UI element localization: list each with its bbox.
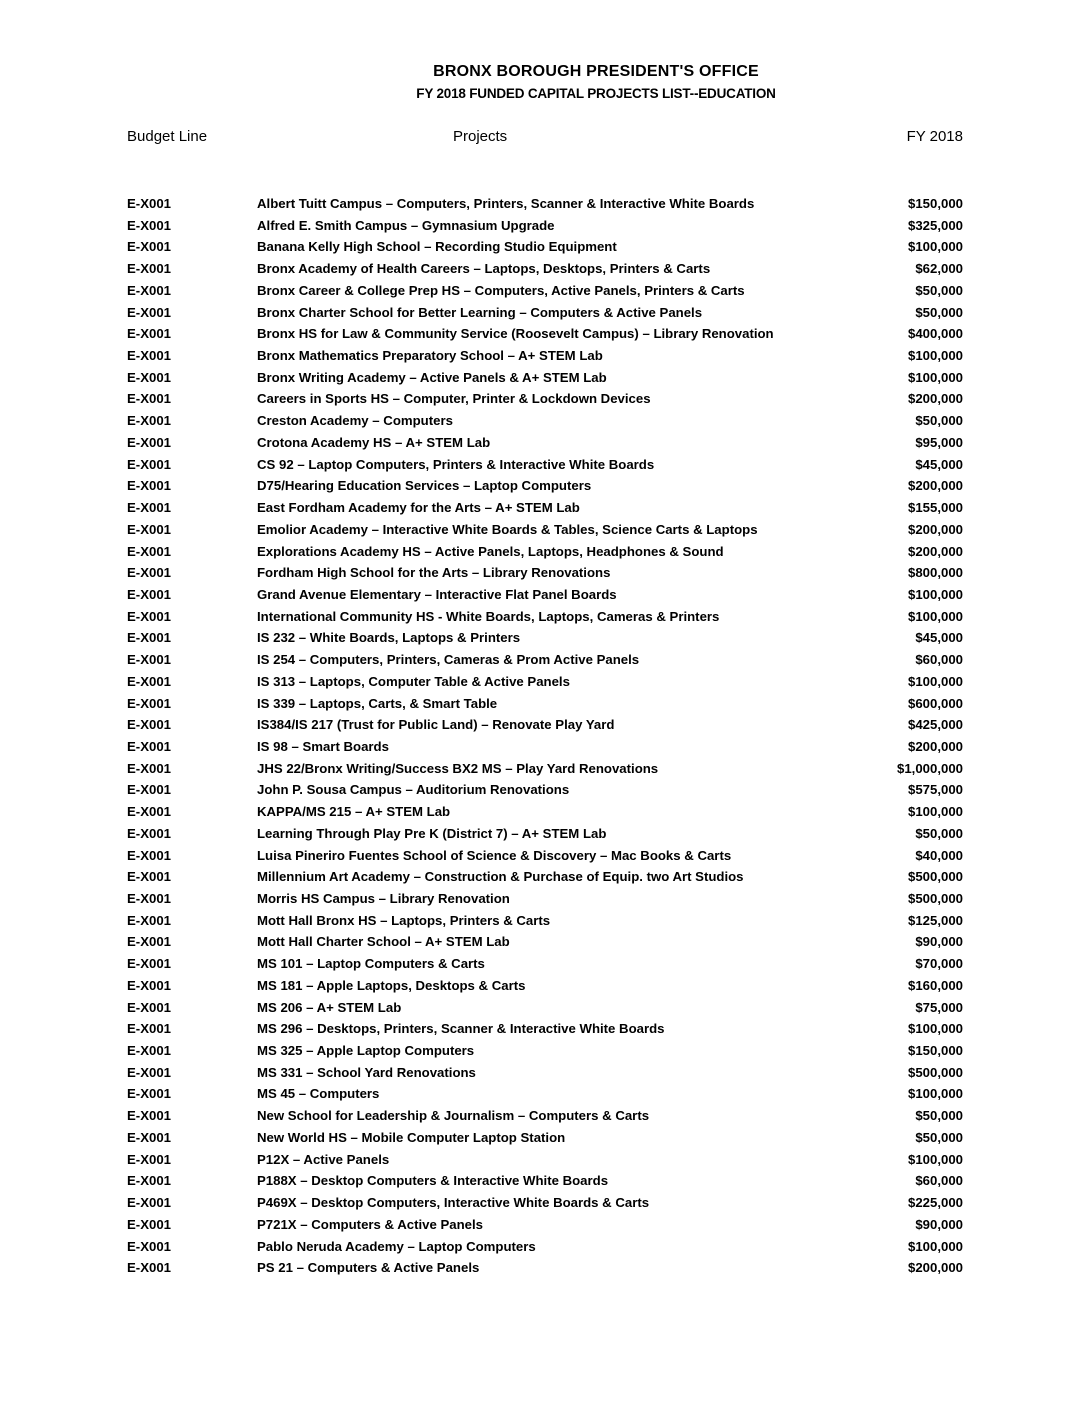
table-row [127, 1083, 963, 1105]
project-cell: Banana Kelly High School – Recording Studio Equipment [257, 239, 617, 255]
amount-cell: $800,000 [907, 565, 963, 581]
budget-line-cell: E-X001 [127, 1216, 171, 1232]
budget-line-cell: E-X001 [127, 717, 171, 733]
table-row [127, 388, 963, 410]
project-cell: New World HS – Mobile Computer Laptop Station [257, 1129, 566, 1145]
amount-cell: $75,000 [915, 999, 963, 1015]
project-cell: P12X – Active Panels [257, 1151, 390, 1167]
table-row [127, 215, 963, 237]
project-cell: MS 45 – Computers [257, 1086, 380, 1102]
amount-cell: $500,000 [907, 891, 963, 906]
amount-cell: $50,000 [915, 304, 963, 320]
project-cell: CS 92 – Laptop Computers, Printers & Interactive White Boards [257, 456, 655, 472]
amount-cell: $425,000 [907, 717, 963, 733]
amount-cell: $100,000 [907, 673, 963, 689]
project-cell: Mott Hall Charter School – A+ STEM Lab [257, 934, 510, 950]
table-row [127, 975, 963, 997]
table-row [127, 1062, 963, 1084]
budget-line-cell: E-X001 [127, 1064, 171, 1080]
budget-line-cell: E-X001 [127, 348, 171, 364]
amount-cell: $40,000 [915, 847, 963, 863]
table-row [127, 997, 963, 1019]
budget-line-cell: E-X001 [127, 825, 171, 841]
project-cell: Careers in Sports HS – Computer, Printer & Lockdown Devices [257, 391, 651, 407]
project-cell: Grand Avenue Elementary – Interactive Flat Panel Boards [257, 586, 617, 602]
table-row [127, 410, 963, 432]
column-header-fy-2018: FY 2018 [906, 128, 963, 145]
budget-line-cell: E-X001 [127, 738, 171, 754]
budget-line-cell: E-X001 [127, 934, 171, 950]
amount-cell: $160,000 [907, 977, 963, 993]
budget-line-cell: E-X001 [127, 1086, 171, 1102]
budget-line-cell: E-X001 [127, 891, 171, 906]
budget-line-cell: E-X001 [127, 369, 171, 385]
table-row [127, 845, 963, 867]
budget-line-cell: E-X001 [127, 1238, 171, 1254]
amount-cell: $60,000 [915, 1173, 963, 1189]
page-title: BRONX BOROUGH PRESIDENT'S OFFICE [433, 63, 759, 80]
amount-cell: $100,000 [907, 1238, 963, 1254]
project-cell: Explorations Academy HS – Active Panels, Laptops, Headphones & Sound [257, 543, 724, 559]
amount-cell: $70,000 [915, 956, 963, 972]
table-row [127, 367, 963, 389]
table-row [127, 953, 963, 975]
project-cell: John P. Sousa Campus – Auditorium Renovations [257, 782, 570, 798]
amount-cell: $100,000 [907, 608, 963, 624]
amount-cell: $50,000 [915, 413, 963, 429]
budget-line-cell: E-X001 [127, 804, 171, 820]
amount-cell: $100,000 [907, 1086, 963, 1102]
budget-line-cell: E-X001 [127, 1043, 171, 1059]
column-headers [0, 128, 1088, 150]
project-cell: MS 181 – Apple Laptops, Desktops & Carts [257, 977, 526, 993]
project-cell: IS 339 – Laptops, Carts, & Smart Table [257, 695, 498, 711]
project-cell: IS 98 – Smart Boards [257, 738, 389, 754]
project-cell: IS384/IS 217 (Trust for Public Land) – Renovate Play Yard [257, 717, 615, 733]
table-row [127, 1170, 963, 1192]
project-cell: JHS 22/Bronx Writing/Success BX2 MS – Play Yard Renovations [257, 760, 659, 776]
project-cell: KAPPA/MS 215 – A+ STEM Lab [257, 804, 451, 820]
amount-cell: $100,000 [907, 1021, 963, 1037]
amount-cell: $200,000 [907, 543, 963, 559]
column-header-projects: Projects [453, 128, 508, 145]
table-row [127, 779, 963, 801]
project-cell: Luisa Pineriro Fuentes School of Science & Discovery – Mac Books & Carts [257, 847, 732, 863]
budget-line-cell: E-X001 [127, 326, 171, 342]
project-cell: Morris HS Campus – Library Renovation [257, 891, 510, 906]
table-row [127, 236, 963, 258]
table-row [127, 606, 963, 628]
budget-line-cell: E-X001 [127, 565, 171, 581]
amount-cell: $200,000 [907, 738, 963, 754]
amount-cell: $200,000 [907, 521, 963, 537]
project-cell: Bronx Academy of Health Careers – Laptops, Desktops, Printers & Carts [257, 261, 711, 277]
amount-cell: $100,000 [907, 586, 963, 602]
budget-line-cell: E-X001 [127, 782, 171, 798]
budget-line-cell: E-X001 [127, 1173, 171, 1189]
table-row [127, 519, 963, 541]
project-cell: P721X – Computers & Active Panels [257, 1216, 483, 1232]
budget-line-cell: E-X001 [127, 239, 171, 255]
budget-line-cell: E-X001 [127, 869, 171, 885]
amount-cell: $50,000 [915, 1108, 963, 1124]
project-cell: IS 254 – Computers, Printers, Cameras & Prom Active Panels [257, 652, 640, 668]
budget-line-cell: E-X001 [127, 500, 171, 516]
budget-line-cell: E-X001 [127, 1151, 171, 1167]
project-cell: D75/Hearing Education Services – Laptop Computers [257, 478, 592, 494]
table-row [127, 497, 963, 519]
amount-cell: $100,000 [907, 369, 963, 385]
budget-line-cell: E-X001 [127, 999, 171, 1015]
project-cell: International Community HS - White Boards, Laptops, Cameras & Printers [257, 608, 720, 624]
table-row [127, 1149, 963, 1171]
budget-line-cell: E-X001 [127, 478, 171, 494]
amount-cell: $150,000 [907, 196, 963, 211]
amount-cell: $150,000 [907, 1043, 963, 1059]
project-cell: Fordham High School for the Arts – Library Renovations [257, 565, 611, 581]
amount-cell: $600,000 [907, 695, 963, 711]
amount-cell: $45,000 [915, 630, 963, 646]
amount-cell: $500,000 [907, 869, 963, 885]
project-cell: PS 21 – Computers & Active Panels [257, 1260, 480, 1276]
amount-cell: $400,000 [907, 326, 963, 342]
table-row [127, 1214, 963, 1236]
budget-line-cell: E-X001 [127, 608, 171, 624]
table-row [127, 302, 963, 324]
table-row [127, 280, 963, 302]
amount-cell: $100,000 [907, 1151, 963, 1167]
table-row [127, 888, 963, 910]
budget-line-cell: E-X001 [127, 760, 171, 776]
budget-line-cell: E-X001 [127, 413, 171, 429]
table-row [127, 475, 963, 497]
table-row [127, 562, 963, 584]
project-cell: MS 296 – Desktops, Printers, Scanner & Interactive White Boards [257, 1021, 665, 1037]
budget-line-cell: E-X001 [127, 391, 171, 407]
amount-cell: $500,000 [907, 1064, 963, 1080]
table-row [127, 1127, 963, 1149]
project-cell: IS 232 – White Boards, Laptops & Printers [257, 630, 521, 646]
table-row [127, 432, 963, 454]
table-row [127, 671, 963, 693]
table-row [127, 323, 963, 345]
table-row [127, 1105, 963, 1127]
amount-cell: $200,000 [907, 391, 963, 407]
project-cell: Millennium Art Academy – Construction & Purchase of Equip. two Art Studios [257, 869, 744, 885]
budget-line-cell: E-X001 [127, 543, 171, 559]
amount-cell: $45,000 [915, 456, 963, 472]
amount-cell: $60,000 [915, 652, 963, 668]
amount-cell: $325,000 [907, 217, 963, 233]
amount-cell: $125,000 [907, 912, 963, 928]
table-row [127, 801, 963, 823]
budget-line-cell: E-X001 [127, 1021, 171, 1037]
budget-line-cell: E-X001 [127, 586, 171, 602]
budget-line-cell: E-X001 [127, 196, 171, 211]
table-row [127, 627, 963, 649]
column-header-budget-line: Budget Line [127, 128, 208, 145]
project-cell: Bronx Charter School for Better Learning – Computers & Active Panels [257, 304, 703, 320]
project-cell: Mott Hall Bronx HS – Laptops, Printers & Carts [257, 912, 551, 928]
budget-line-cell: E-X001 [127, 1260, 171, 1276]
budget-line-cell: E-X001 [127, 912, 171, 928]
amount-cell: $50,000 [915, 1129, 963, 1145]
project-cell: New School for Leadership & Journalism – Computers & Carts [257, 1108, 650, 1124]
amount-cell: $575,000 [907, 782, 963, 798]
project-cell: P188X – Desktop Computers & Interactive White Boards [257, 1173, 609, 1189]
project-cell: Learning Through Play Pre K (District 7) – A+ STEM Lab [257, 825, 607, 841]
amount-cell: $100,000 [907, 348, 963, 364]
amount-cell: $225,000 [907, 1195, 963, 1211]
budget-line-cell: E-X001 [127, 695, 171, 711]
amount-cell: $95,000 [915, 434, 963, 450]
amount-cell: $100,000 [907, 239, 963, 255]
budget-line-cell: E-X001 [127, 434, 171, 450]
table-row [127, 649, 963, 671]
budget-line-cell: E-X001 [127, 847, 171, 863]
project-cell: Crotona Academy HS – A+ STEM Lab [257, 434, 491, 450]
table-row [127, 910, 963, 932]
table-row [127, 931, 963, 953]
table-row [127, 258, 963, 280]
table-row [127, 584, 963, 606]
amount-cell: $50,000 [915, 282, 963, 298]
table-row [127, 1257, 963, 1279]
table-row [127, 454, 963, 476]
table-row [127, 693, 963, 715]
project-cell: Creston Academy – Computers [257, 413, 453, 429]
project-cell: MS 101 – Laptop Computers & Carts [257, 956, 485, 972]
budget-line-cell: E-X001 [127, 217, 171, 233]
project-cell: Bronx Career & College Prep HS – Computers, Active Panels, Printers & Carts [257, 282, 745, 298]
budget-line-cell: E-X001 [127, 456, 171, 472]
project-cell: Bronx Mathematics Preparatory School – A+ STEM Lab [257, 348, 603, 364]
budget-line-cell: E-X001 [127, 1129, 171, 1145]
project-cell: East Fordham Academy for the Arts – A+ STEM Lab [257, 500, 580, 516]
amount-cell: $50,000 [915, 825, 963, 841]
project-cell: Pablo Neruda Academy – Laptop Computers [257, 1238, 536, 1254]
budget-line-cell: E-X001 [127, 1108, 171, 1124]
project-cell: MS 331 – School Yard Renovations [257, 1064, 476, 1080]
table-row [127, 714, 963, 736]
table-row [127, 193, 963, 215]
table-row [127, 758, 963, 780]
project-cell: Bronx HS for Law & Community Service (Roosevelt Campus) – Library Renovation [257, 326, 774, 342]
page-subtitle: FY 2018 FUNDED CAPITAL PROJECTS LIST--EDUCATION [416, 86, 776, 101]
table-row [127, 1018, 963, 1040]
budget-line-cell: E-X001 [127, 521, 171, 537]
budget-line-cell: E-X001 [127, 956, 171, 972]
amount-cell: $1,000,000 [896, 760, 963, 776]
project-cell: Bronx Writing Academy – Active Panels & A+ STEM Lab [257, 369, 607, 385]
project-cell: P469X – Desktop Computers, Interactive White Boards & Carts [257, 1195, 650, 1211]
table-row [127, 541, 963, 563]
table-row [127, 736, 963, 758]
table-row [127, 823, 963, 845]
amount-cell: $100,000 [907, 804, 963, 820]
budget-line-cell: E-X001 [127, 282, 171, 298]
table-row [127, 1040, 963, 1062]
table-row [127, 866, 963, 888]
project-cell: Emolior Academy – Interactive White Boards & Tables, Science Carts & Laptops [257, 521, 758, 537]
table-row [127, 1192, 963, 1214]
budget-line-cell: E-X001 [127, 630, 171, 646]
project-cell: IS 313 – Laptops, Computer Table & Active Panels [257, 673, 570, 689]
budget-line-cell: E-X001 [127, 673, 171, 689]
project-cell: MS 325 – Apple Laptop Computers [257, 1043, 475, 1059]
budget-line-cell: E-X001 [127, 1195, 171, 1211]
amount-cell: $90,000 [915, 1216, 963, 1232]
budget-line-cell: E-X001 [127, 652, 171, 668]
budget-line-cell: E-X001 [127, 304, 171, 320]
amount-cell: $200,000 [907, 478, 963, 494]
amount-cell: $62,000 [915, 261, 963, 277]
table-row [127, 1236, 963, 1258]
table-row [127, 345, 963, 367]
amount-cell: $90,000 [915, 934, 963, 950]
budget-line-cell: E-X001 [127, 977, 171, 993]
projects-table [127, 193, 963, 1279]
project-cell: Albert Tuitt Campus – Computers, Printers, Scanner & Interactive White Boards [257, 196, 755, 211]
budget-line-cell: E-X001 [127, 261, 171, 277]
project-cell: Alfred E. Smith Campus – Gymnasium Upgrade [257, 217, 555, 233]
amount-cell: $155,000 [907, 500, 963, 516]
amount-cell: $200,000 [907, 1260, 963, 1276]
project-cell: MS 206 – A+ STEM Lab [257, 999, 402, 1015]
